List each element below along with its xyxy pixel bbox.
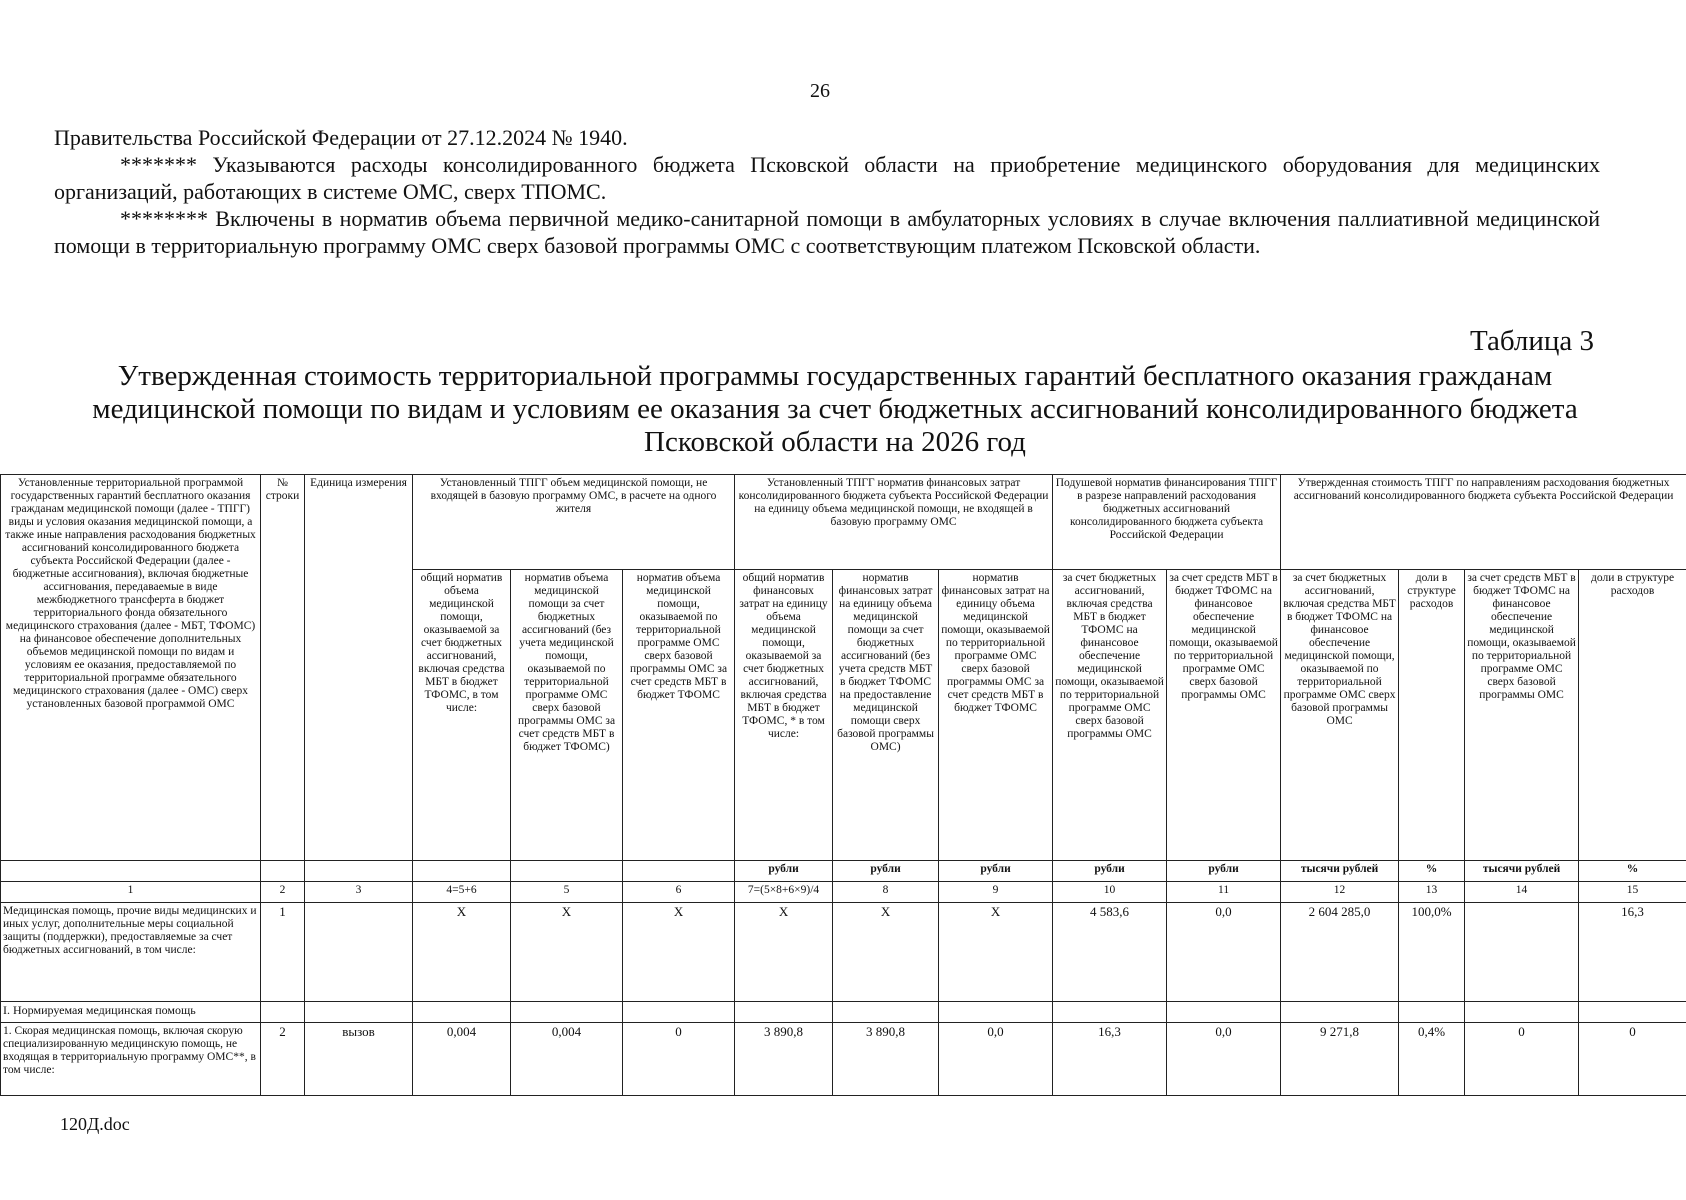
cost-table bbox=[0, 474, 1686, 1096]
footnotes bbox=[54, 124, 1600, 259]
data-cell bbox=[261, 1002, 305, 1023]
header-group-cell: Установленный ТПГГ объем медицинской помощи, не входящей в базовую программу ОМС, в расчете на одного жителя bbox=[413, 475, 735, 570]
unit-cell bbox=[511, 861, 623, 882]
row-label-cell: 1. Скорая медицинская помощь, включая скорую специализированную медицинскую помощь, не входящая в территориальную программу ОМС**, в том числе: bbox=[1, 1023, 261, 1096]
table-row bbox=[1, 903, 1686, 1002]
table-title: Утвержденная стоимость территориальной программы государственных гарантий бесплатного оказания гражданам медицинской помощи по видам и условиям ее оказания за счет бюджетных ассигнований консолидированного бюджета Псковской области на 2026 год bbox=[92, 360, 1578, 458]
table-row bbox=[1, 1023, 1686, 1096]
unit-cell bbox=[1, 861, 261, 882]
subheader-cell: за счет средств МБТ в бюджет ТФОМС на финансовое обеспечение медицинской помощи, оказываемой по территориальной программе ОМС сверх базовой программы ОМС bbox=[1465, 570, 1579, 861]
column-number-cell: 13 bbox=[1399, 882, 1465, 903]
row-label-cell: I. Нормируемая медицинская помощь bbox=[1, 1002, 261, 1023]
subheader-cell: норматив объема медицинской помощи за счет бюджетных ассигнований (без учета медицинской помощи, оказываемой по территориальной программе ОМС сверх базовой программы ОМС за счет средств МБТ в бюджет ТФОМС) bbox=[511, 570, 623, 861]
unit-cell: рубли bbox=[1167, 861, 1281, 882]
column-number-cell: 15 bbox=[1579, 882, 1686, 903]
unit-cell: рубли bbox=[939, 861, 1053, 882]
subheader-cell: доли в структуре расходов bbox=[1579, 570, 1686, 861]
unit-cell: рубли bbox=[1053, 861, 1167, 882]
column-number-cell: 8 bbox=[833, 882, 939, 903]
column-number-cell: 3 bbox=[305, 882, 413, 903]
unit-cell: тысячи рублей bbox=[1465, 861, 1579, 882]
column-number-cell: 11 bbox=[1167, 882, 1281, 903]
data-cell: 4 583,6 bbox=[1053, 903, 1167, 1002]
subheader-cell: норматив финансовых затрат на единицу объема медицинской помощи, оказываемой по территориальной программе ОМС сверх базовой программы ОМС за счет средств МБТ в бюджет ТФОМС bbox=[939, 570, 1053, 861]
table-header-row bbox=[1, 475, 1686, 570]
data-cell: Х bbox=[939, 903, 1053, 1002]
unit-cell: рубли bbox=[833, 861, 939, 882]
unit-cell: % bbox=[1579, 861, 1686, 882]
data-cell: Х bbox=[833, 903, 939, 1002]
data-cell bbox=[1053, 1002, 1167, 1023]
column-number-cell: 4=5+6 bbox=[413, 882, 511, 903]
column-number-cell: 10 bbox=[1053, 882, 1167, 903]
data-cell: 3 890,8 bbox=[735, 1023, 833, 1096]
data-cell: Х bbox=[511, 903, 623, 1002]
data-cell bbox=[305, 1002, 413, 1023]
unit-cell: тысячи рублей bbox=[1281, 861, 1399, 882]
data-cell bbox=[1579, 1002, 1686, 1023]
column-number-cell: 12 bbox=[1281, 882, 1399, 903]
unit-cell bbox=[623, 861, 735, 882]
units-row bbox=[1, 861, 1686, 882]
footnote-line: ******** Включены в норматив объема первичной медико-санитарной помощи в амбулаторных условиях в случае включения паллиативной медицинской помощи в территориальную программу ОМС сверх базовой программы ОМС с соответствующим платежом Псковской области. bbox=[54, 206, 1600, 258]
data-cell: Х bbox=[735, 903, 833, 1002]
data-cell: 16,3 bbox=[1053, 1023, 1167, 1096]
header-cell: Единица измерения bbox=[305, 475, 413, 861]
data-cell: 0,0 bbox=[939, 1023, 1053, 1096]
data-cell: 0 bbox=[1579, 1023, 1686, 1096]
header-cell: № строки bbox=[261, 475, 305, 861]
data-cell bbox=[511, 1002, 623, 1023]
data-cell: 100,0% bbox=[1399, 903, 1465, 1002]
column-number-cell: 9 bbox=[939, 882, 1053, 903]
data-cell bbox=[939, 1002, 1053, 1023]
data-cell bbox=[735, 1002, 833, 1023]
column-number-cell: 6 bbox=[623, 882, 735, 903]
file-name-footer: 120Д.doc bbox=[60, 1114, 130, 1134]
table-row bbox=[1, 1002, 1686, 1023]
header-group-cell: Утвержденная стоимость ТПГГ по направлениям расходования бюджетных ассигнований консолидированного бюджета субъекта Российской Федерации bbox=[1281, 475, 1686, 570]
header-group-cell: Установленный ТПГГ норматив финансовых затрат консолидированного бюджета субъекта Российской Федерации на единицу объема медицинской помощи, не входящей в базовую программу ОМС bbox=[735, 475, 1053, 570]
row-label-cell: Медицинская помощь, прочие виды медицинских и иных услуг, дополнительные меры социальной защиты (поддержки), предоставляемые за счет бюджетных ассигнований, в том числе: bbox=[1, 903, 261, 1002]
data-cell bbox=[623, 1002, 735, 1023]
data-cell: 3 890,8 bbox=[833, 1023, 939, 1096]
unit-cell bbox=[413, 861, 511, 882]
data-cell bbox=[1465, 903, 1579, 1002]
page-number: 26 bbox=[810, 80, 830, 102]
data-cell bbox=[305, 903, 413, 1002]
data-cell: 0,0 bbox=[1167, 1023, 1281, 1096]
data-cell: 2 604 285,0 bbox=[1281, 903, 1399, 1002]
unit-cell bbox=[305, 861, 413, 882]
data-cell bbox=[833, 1002, 939, 1023]
data-cell: Х bbox=[413, 903, 511, 1002]
header-cell: Установленные территориальной программой государственных гарантий бесплатного оказания гражданам медицинской помощи (далее - ТПГГ) виды и условия оказания медицинской помощи, а также иные направления расходования бюджетных ассигнований консолидированного бюджета субъекта Российской Федерации (далее - бюджетные ассигнования), включая бюджетные ассигнования, передаваемые в виде межбюджетного трансферта в бюджет территориального фонда обязательного медицинского страхования (далее - МБТ, ТФОМС) на финансовое обеспечение дополнительных объемов медицинской помощи по видам и условиям ее оказания, предоставляемой по территориальной программе обязательного медицинского страхования (далее - ОМС) сверх установленных базовой программой ОМС bbox=[1, 475, 261, 861]
column-number-cell: 5 bbox=[511, 882, 623, 903]
subheader-cell: норматив финансовых затрат на единицу объема медицинской помощи за счет бюджетных ассигнований (без учета средств МБТ в бюджет ТФОМС на предоставление медицинской помощи сверх базовой программы ОМС) bbox=[833, 570, 939, 861]
data-cell bbox=[413, 1002, 511, 1023]
data-cell: 9 271,8 bbox=[1281, 1023, 1399, 1096]
data-cell: 2 bbox=[261, 1023, 305, 1096]
cost-table-wrap bbox=[0, 474, 1686, 1096]
column-number-cell: 14 bbox=[1465, 882, 1579, 903]
column-number-cell: 7=(5×8+6×9)/4 bbox=[735, 882, 833, 903]
unit-cell bbox=[261, 861, 305, 882]
subheader-cell: доли в структуре расходов bbox=[1399, 570, 1465, 861]
subheader-cell: общий норматив объема медицинской помощи, оказываемой за счет бюджетных ассигнований, включая средства МБТ в бюджет ТФОМС, в том числе: bbox=[413, 570, 511, 861]
table-label: Таблица 3 bbox=[1469, 325, 1594, 357]
data-cell bbox=[1465, 1002, 1579, 1023]
footnote-line: ******* Указываются расходы консолидированного бюджета Псковской области на приобретение медицинского оборудования для медицинских организаций, работающих в системе ОМС, сверх ТПОМС. bbox=[54, 152, 1600, 204]
column-numbers-row bbox=[1, 882, 1686, 903]
subheader-cell: за счет средств МБТ в бюджет ТФОМС на финансовое обеспечение медицинской помощи, оказываемой по территориальной программе ОМС сверх базовой программы ОМС bbox=[1167, 570, 1281, 861]
header-group-cell: Подушевой норматив финансирования ТПГГ в разрезе направлений расходования бюджетных ассигнований консолидированного бюджета субъекта Российской Федерации bbox=[1053, 475, 1281, 570]
subheader-cell: за счет бюджетных ассигнований, включая средства МБТ в бюджет ТФОМС на финансовое обеспечение медицинской помощи, оказываемой по территориальной программе ОМС сверх базовой программы ОМС bbox=[1053, 570, 1167, 861]
data-cell: 1 bbox=[261, 903, 305, 1002]
data-cell bbox=[1281, 1002, 1399, 1023]
data-cell: 0,0 bbox=[1167, 903, 1281, 1002]
unit-cell: рубли bbox=[735, 861, 833, 882]
data-cell: 0 bbox=[623, 1023, 735, 1096]
data-cell bbox=[1167, 1002, 1281, 1023]
unit-cell: % bbox=[1399, 861, 1465, 882]
data-cell: 16,3 bbox=[1579, 903, 1686, 1002]
data-cell: 0,004 bbox=[511, 1023, 623, 1096]
column-number-cell: 2 bbox=[261, 882, 305, 903]
subheader-cell: общий норматив финансовых затрат на единицу объема медицинской помощи, оказываемой за счет бюджетных ассигнований, включая средства МБТ в бюджет ТФОМС, * в том числе: bbox=[735, 570, 833, 861]
footnote-line: Правительства Российской Федерации от 27.12.2024 № 1940. bbox=[54, 125, 628, 150]
data-cell: вызов bbox=[305, 1023, 413, 1096]
data-cell: 0,004 bbox=[413, 1023, 511, 1096]
column-number-cell: 1 bbox=[1, 882, 261, 903]
data-cell: Х bbox=[623, 903, 735, 1002]
subheader-cell: норматив объема медицинской помощи, оказываемой по территориальной программе ОМС сверх базовой программы ОМС за счет средств МБТ в бюджет ТФОМС bbox=[623, 570, 735, 861]
data-cell: 0 bbox=[1465, 1023, 1579, 1096]
data-cell: 0,4% bbox=[1399, 1023, 1465, 1096]
data-cell bbox=[1399, 1002, 1465, 1023]
subheader-cell: за счет бюджетных ассигнований, включая средства МБТ в бюджет ТФОМС на финансовое обеспечение медицинской помощи, оказываемой по территориальной программе ОМС сверх базовой программы ОМС bbox=[1281, 570, 1399, 861]
